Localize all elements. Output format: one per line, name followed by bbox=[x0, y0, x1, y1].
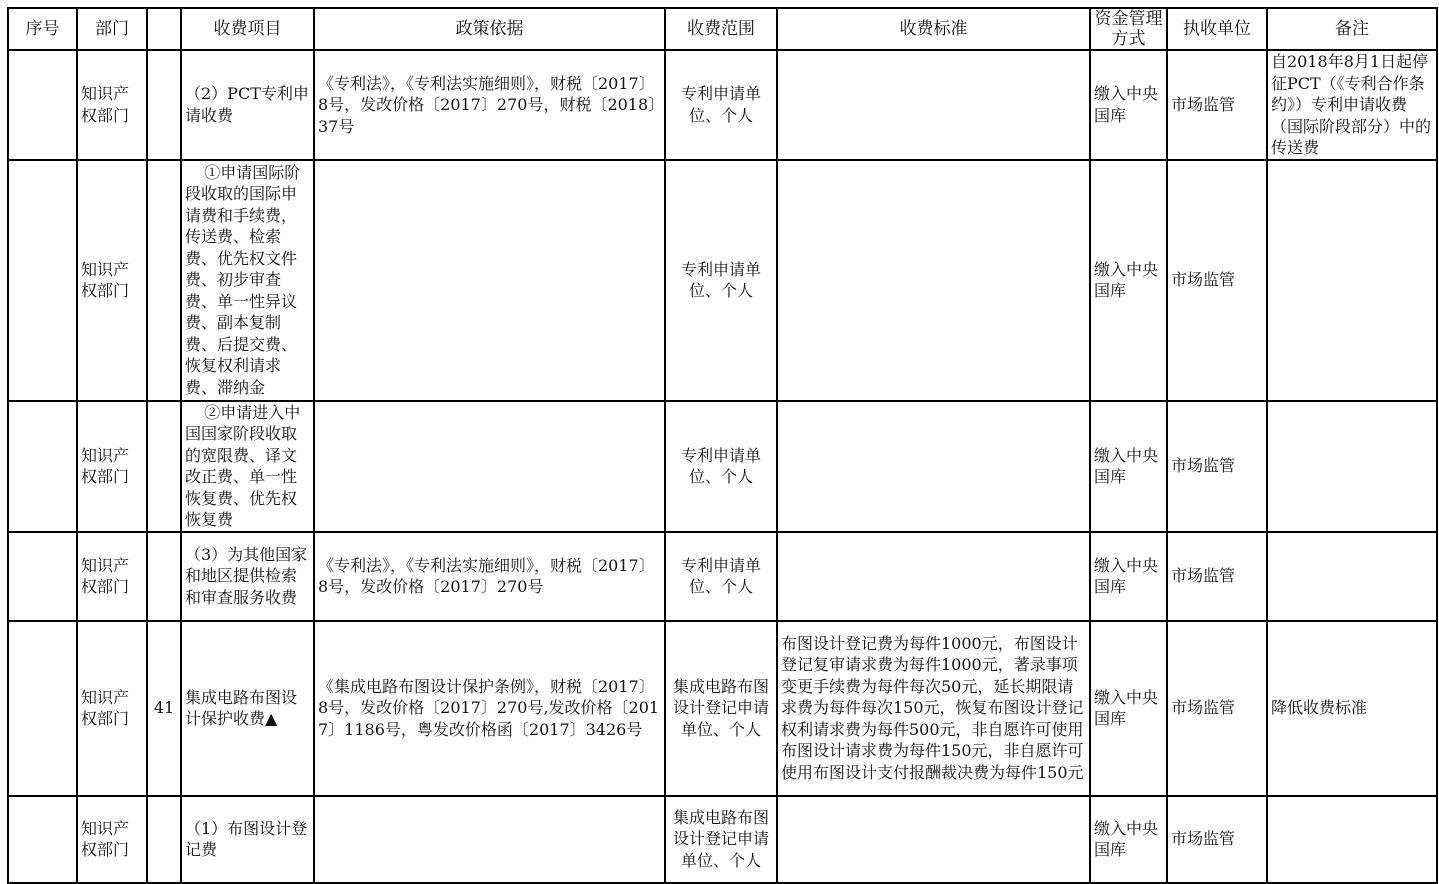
cell-scope: 集成电路布图设计登记申请单位、个人 bbox=[665, 796, 777, 883]
cell-no bbox=[147, 532, 181, 621]
cell-dept: 知识产权部门 bbox=[77, 796, 147, 883]
cell-no bbox=[147, 796, 181, 883]
cell-policy: 《专利法》，《专利法实施细则》，财税〔2017〕8号，发改价格〔2017〕270号，财税〔2018〕37号 bbox=[314, 50, 665, 160]
cell-policy bbox=[314, 401, 665, 532]
cell-scope: 专利申请单位、个人 bbox=[665, 401, 777, 532]
cell-fund: 缴入中央国库 bbox=[1090, 621, 1167, 796]
cell-policy: 《专利法》，《专利法实施细则》，财税〔2017〕8号，发改价格〔2017〕270号 bbox=[314, 532, 665, 621]
table-row bbox=[8, 796, 1437, 883]
cell-fund: 缴入中央国库 bbox=[1090, 50, 1167, 160]
cell-standard bbox=[777, 50, 1090, 160]
cell-collector: 市场监管 bbox=[1167, 401, 1267, 532]
cell-fund: 缴入中央国库 bbox=[1090, 401, 1167, 532]
table-row bbox=[8, 401, 1437, 532]
header-no bbox=[147, 8, 181, 50]
cell-scope: 专利申请单位、个人 bbox=[665, 50, 777, 160]
cell-collector: 市场监管 bbox=[1167, 160, 1267, 401]
cell-scope: 专利申请单位、个人 bbox=[665, 160, 777, 401]
table-row bbox=[8, 160, 1437, 401]
cell-policy bbox=[314, 796, 665, 883]
cell-dept: 知识产权部门 bbox=[77, 160, 147, 401]
header-policy: 政策依据 bbox=[314, 8, 665, 50]
table-row bbox=[8, 621, 1437, 796]
cell-collector: 市场监管 bbox=[1167, 50, 1267, 160]
cell-policy: 《集成电路布图设计保护条例》，财税〔2017〕8号，发改价格〔2017〕270号,发改价格〔2017〕1186号，粤发改价格函〔2017〕3426号 bbox=[314, 621, 665, 796]
cell-item: （1）布图设计登记费 bbox=[181, 796, 314, 883]
cell-item: （3）为其他国家和地区提供检索和审查服务收费 bbox=[181, 532, 314, 621]
cell-standard: 布图设计登记费为每件1000元，布图设计登记复审请求费为每件1000元，著录事项变更手续费为每件每次50元，延长期限请求费为每件每次150元，恢复布图设计登记权利请求费为每件500元，非自愿许可使用布图设计请求费为每件150元，非自愿许可使用布图设计支付报酬裁决费为每件150元 bbox=[777, 621, 1090, 796]
header-item: 收费项目 bbox=[181, 8, 314, 50]
cell-remark: 自2018年8月1日起停征PCT（《专利合作条约》）专利申请收费（国际阶段部分）中的传送费 bbox=[1267, 50, 1437, 160]
cell-collector: 市场监管 bbox=[1167, 796, 1267, 883]
header-collector: 执收单位 bbox=[1167, 8, 1267, 50]
cell-standard bbox=[777, 796, 1090, 883]
cell-collector: 市场监管 bbox=[1167, 621, 1267, 796]
cell-no bbox=[147, 50, 181, 160]
cell-seq bbox=[8, 532, 77, 621]
cell-fund: 缴入中央国库 bbox=[1090, 160, 1167, 401]
cell-scope: 专利申请单位、个人 bbox=[665, 532, 777, 621]
header-standard: 收费标准 bbox=[777, 8, 1090, 50]
cell-scope: 集成电路布图设计登记申请单位、个人 bbox=[665, 621, 777, 796]
header-remark: 备注 bbox=[1267, 8, 1437, 50]
cell-item: 集成电路布图设计保护收费▲ bbox=[181, 621, 314, 796]
cell-dept: 知识产权部门 bbox=[77, 401, 147, 532]
cell-standard bbox=[777, 160, 1090, 401]
cell-remark bbox=[1267, 796, 1437, 883]
cell-collector: 市场监管 bbox=[1167, 532, 1267, 621]
cell-remark: 降低收费标准 bbox=[1267, 621, 1437, 796]
fee-table bbox=[7, 7, 1438, 884]
cell-dept: 知识产权部门 bbox=[77, 621, 147, 796]
cell-remark bbox=[1267, 401, 1437, 532]
cell-no bbox=[147, 401, 181, 532]
cell-fund: 缴入中央国库 bbox=[1090, 532, 1167, 621]
cell-remark bbox=[1267, 532, 1437, 621]
cell-policy bbox=[314, 160, 665, 401]
cell-standard bbox=[777, 401, 1090, 532]
cell-seq bbox=[8, 50, 77, 160]
cell-fund: 缴入中央国库 bbox=[1090, 796, 1167, 883]
cell-item: ②申请进入中国国家阶段收取的宽限费、译文改正费、单一性恢复费、优先权恢复费 bbox=[181, 401, 314, 532]
cell-seq bbox=[8, 401, 77, 532]
cell-no bbox=[147, 160, 181, 401]
cell-item: ①申请国际阶段收取的国际申请费和手续费，传送费、检索费、优先权文件费、初步审查费、单一性异议费、副本复制费、后提交费、恢复权利请求费、滞纳金 bbox=[181, 160, 314, 401]
header-fund: 资金管理方式 bbox=[1090, 8, 1167, 50]
cell-item: （2）PCT专利申请收费 bbox=[181, 50, 314, 160]
header-row bbox=[8, 8, 1437, 50]
table-row bbox=[8, 532, 1437, 621]
cell-remark bbox=[1267, 160, 1437, 401]
cell-dept: 知识产权部门 bbox=[77, 50, 147, 160]
cell-dept: 知识产权部门 bbox=[77, 532, 147, 621]
cell-seq bbox=[8, 796, 77, 883]
header-seq: 序号 bbox=[8, 8, 77, 50]
cell-seq bbox=[8, 160, 77, 401]
table-row bbox=[8, 50, 1437, 160]
cell-seq bbox=[8, 621, 77, 796]
header-dept: 部门 bbox=[77, 8, 147, 50]
header-scope: 收费范围 bbox=[665, 8, 777, 50]
cell-no: 41 bbox=[147, 621, 181, 796]
cell-standard bbox=[777, 532, 1090, 621]
